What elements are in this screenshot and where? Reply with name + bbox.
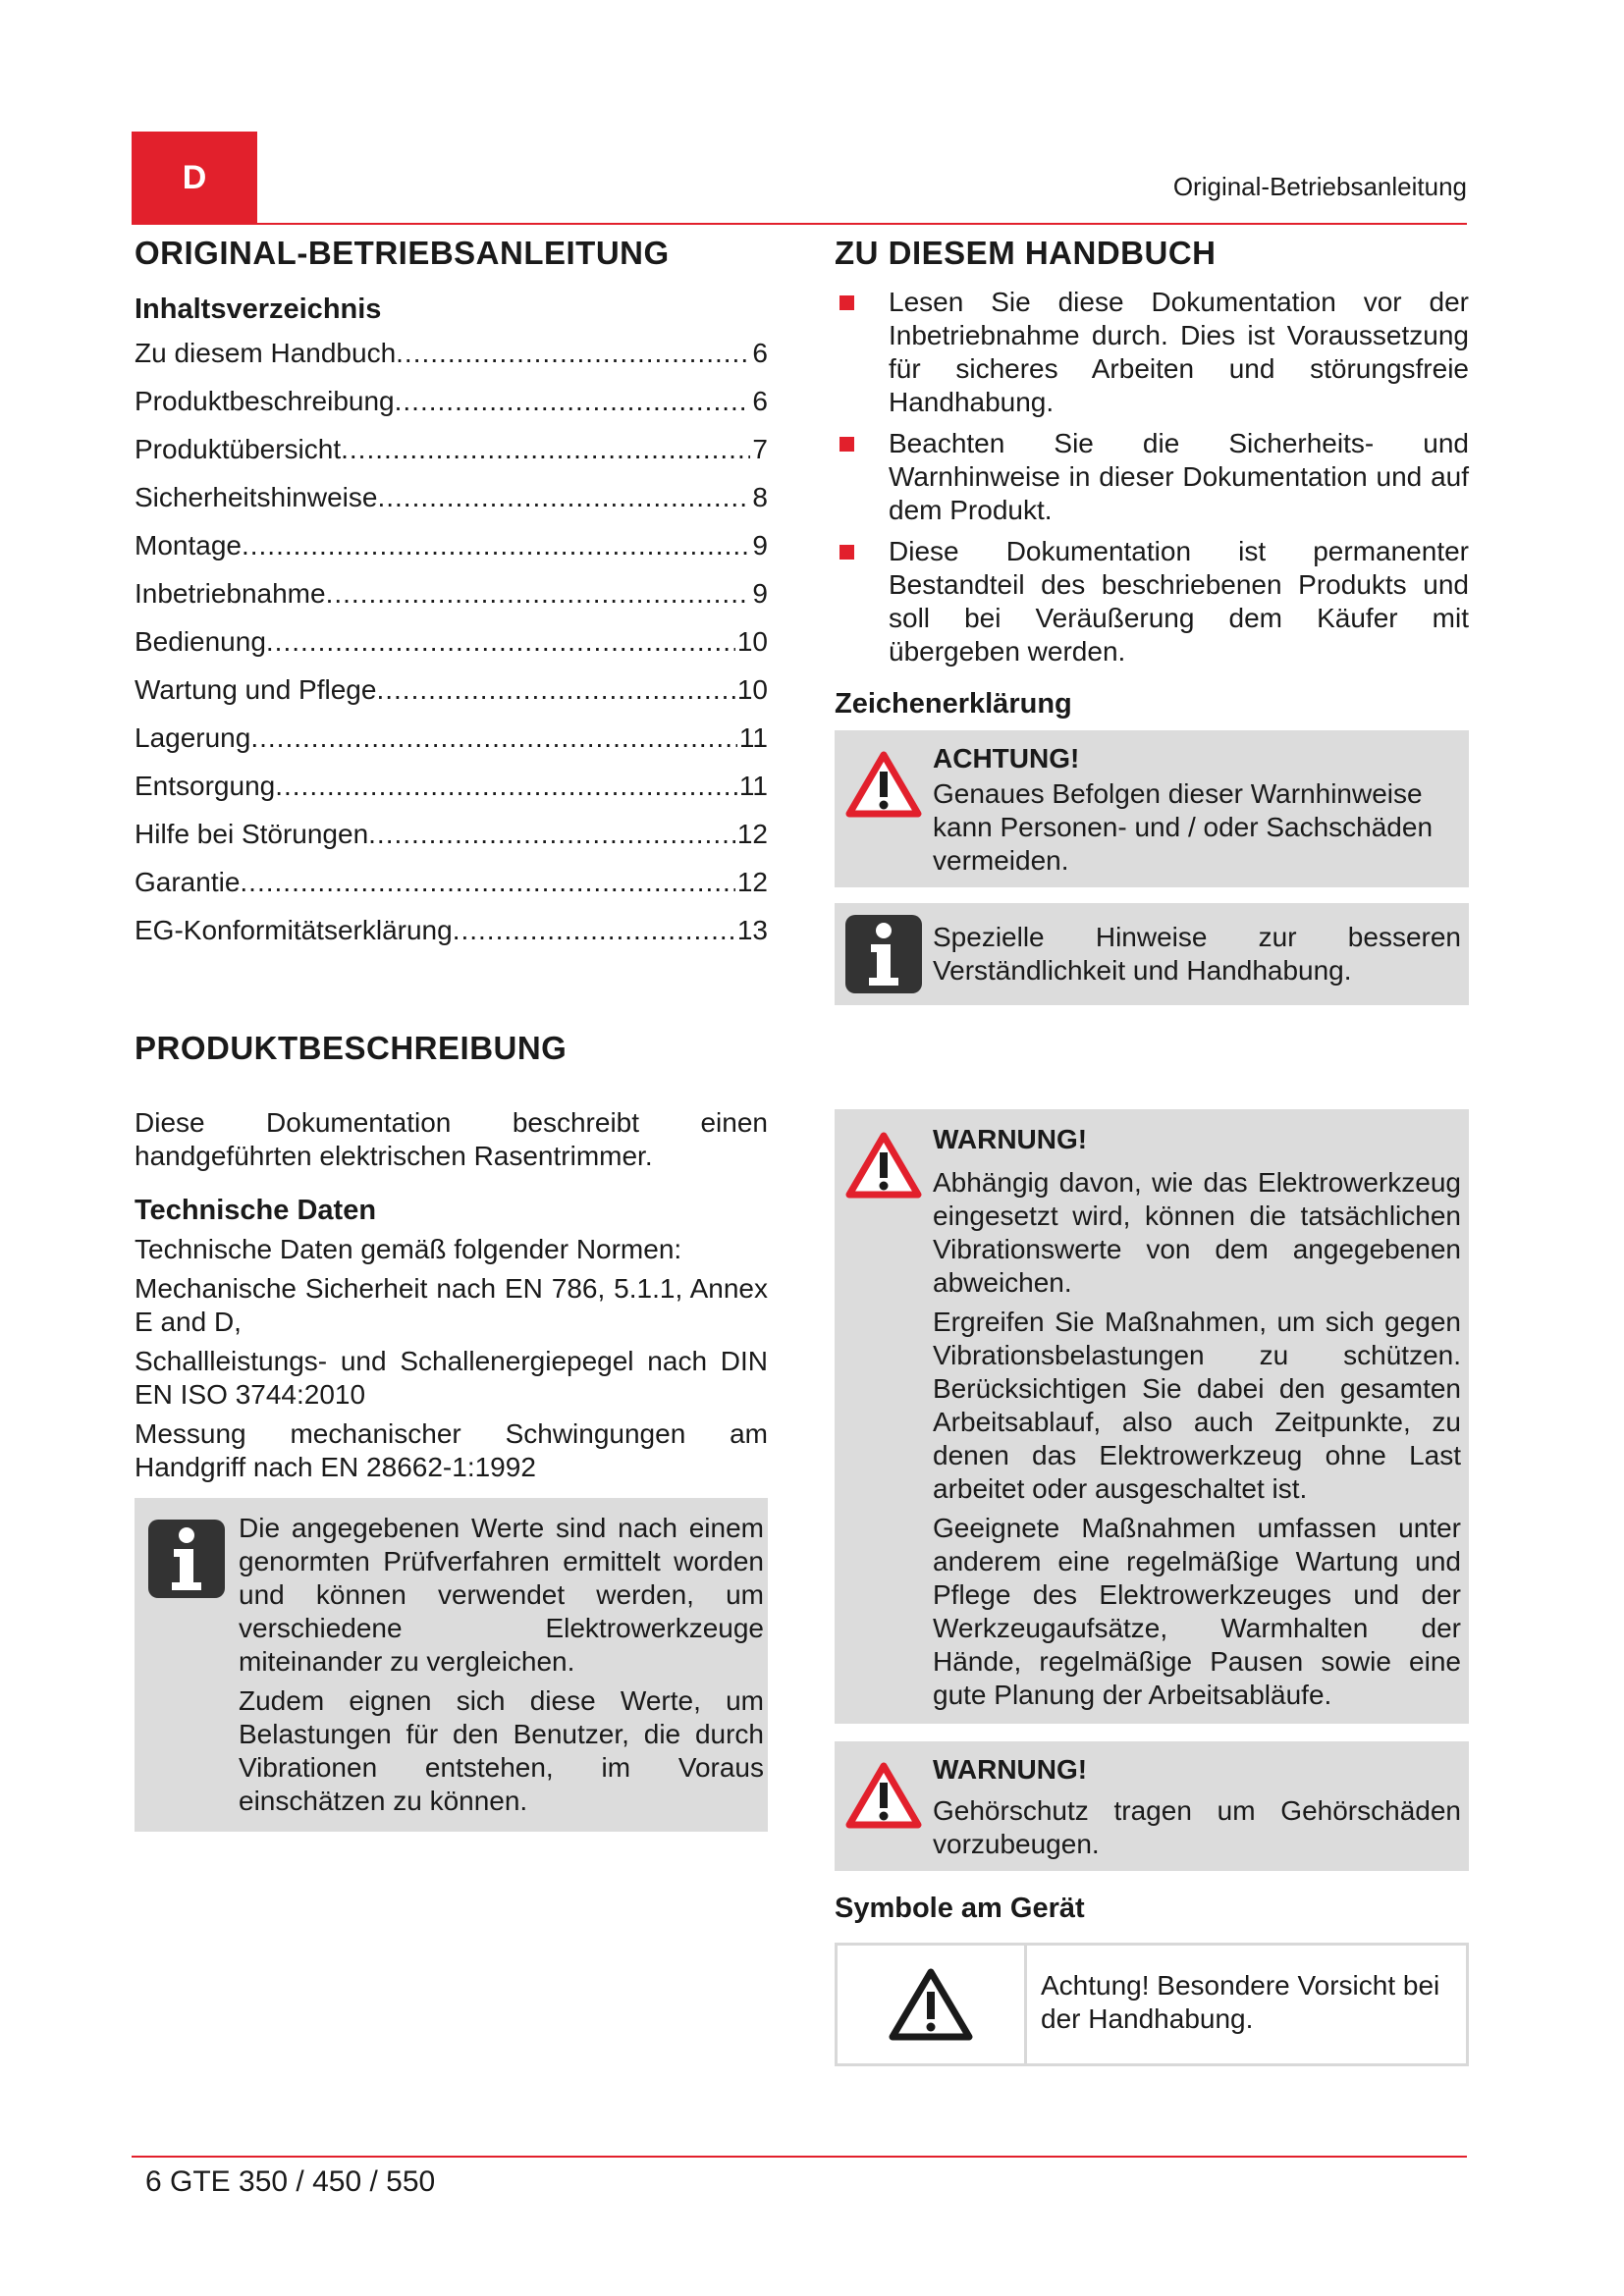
product-heading: PRODUKTBESCHREIBUNG [135,1030,568,1066]
toc-item[interactable]: Garantie ..... 12 [135,867,768,915]
warning-title: WARNUNG! [933,1754,1088,1785]
toc-item[interactable]: Montage ..... 9 [135,530,768,578]
bullet-item: Diese Dokumentation ist permanenter Bestandteil des beschriebenen Produkts und soll bei Veräußerung dem Käufer mit übergeben werden. [835,535,1469,668]
info-paragraph: Zudem eignen sich diese Werte, um Belastungen für den Benutzer, die durch Vibrationen entstehen, im Voraus einschätzen zu können. [239,1685,764,1816]
handbook-bullets [835,286,1469,668]
info-note-text: Spezielle Hinweise zur besseren Verständlichkeit und Handhabung. [933,922,1461,986]
toc-item[interactable]: Hilfe bei Störungen ..... 12 [135,819,768,867]
bullet-item: Lesen Sie diese Dokumentation vor der Inbetriebnahme durch. Dies ist Voraussetzung für sicheres Arbeiten und störungsfreie Handhabung. [835,286,1469,419]
warning-triangle-icon [838,1946,1027,2063]
main-heading: ORIGINAL-BETRIEBSANLEITUNG [135,235,670,271]
warning-triangle-icon [835,742,933,878]
toc-page: 9 [752,578,768,609]
toc-page: 13 [736,915,768,945]
tech-line: Messung mechanischer Schwingungen am Handgriff nach EN 28662-1:1992 [135,1418,768,1482]
caution-text: Genaues Befolgen dieser Warnhinweise kann Personen- und / oder Sachschäden vermeiden. [933,778,1434,876]
running-header-title: Original-Betriebsanleitung [1172,172,1467,201]
toc-page: 10 [736,626,768,657]
info-icon [135,1512,239,1818]
symbols-table [835,1943,1469,2066]
info-note-box [835,903,1469,1005]
info-box-values [135,1498,768,1832]
toc-page: 6 [752,338,768,368]
right-column [835,231,1469,2066]
tech-data-list [135,1233,768,1484]
caution-box [835,730,1469,887]
footer-divider [132,2156,1467,2158]
toc-item[interactable]: Wartung und Pflege ..... 10 [135,674,768,722]
symbols-heading: Symbole am Gerät [835,1893,1085,1924]
info-paragraph: Die angegebenen Werte sind nach einem genormten Prüfverfahren ermittelt worden und können verwendet werden, um verschiedene Elektrowerkzeuge miteinander zu vergleichen. [239,1513,764,1677]
toc-page: 10 [736,674,768,705]
toc-page: 7 [752,434,768,464]
toc-item[interactable]: Entsorgung ..... 11 [135,771,768,819]
warning-hearing-box [835,1741,1469,1871]
toc-page: 12 [736,819,768,849]
toc-page: 8 [752,482,768,512]
warning-triangle-icon [835,1123,933,1712]
toc-heading: Inhaltsverzeichnis [135,294,382,325]
warning-text: Gehörschutz tragen um Gehörschäden vorzubeugen. [933,1795,1461,1859]
warning-paragraph: Ergreifen Sie Maßnahmen, um sich gegen Vibrationsbelastungen zu schützen. Berücksichtigen Sie dabei den gesamten Arbeitsablauf, also auch Zeitpunkte, zu denen das Elektrowerkzeug ohne Last arbeitet oder ausgeschaltet ist. [933,1307,1461,1504]
toc-item[interactable]: Bedienung ..... 10 [135,626,768,674]
toc-item[interactable]: EG-Konformitätserklärung ..... 13 [135,915,768,963]
toc-page: 12 [736,867,768,897]
language-tab: D [132,132,257,224]
left-column [135,231,768,1832]
caution-title: ACHTUNG! [933,743,1080,774]
toc-item[interactable]: Produktbeschreibung ..... 6 [135,386,768,434]
header-divider [132,223,1467,225]
tech-line: Technische Daten gemäß folgender Normen: [135,1234,682,1264]
bullet-item: Beachten Sie die Sicherheits- und Warnhinweise in dieser Dokumentation und auf dem Produkt. [835,427,1469,527]
toc-page: 6 [752,386,768,416]
symbol-description: Achtung! Besondere Vorsicht bei der Handhabung. [1041,1970,1440,2034]
warning-paragraph: Geeignete Maßnahmen umfassen unter anderem eine regelmäßige Wartung und Pflege des Elektrowerkzeuges und der Werkzeugaufsätze, Warmhalten der Hände, regelmäßige Pausen sowie eine gute Planung der Arbeitsabläufe. [933,1513,1461,1710]
legend-heading: Zeichenerklärung [835,688,1072,720]
page-footer: 6 GTE 350 / 450 / 550 [145,2165,436,2198]
toc-page: 11 [738,771,768,801]
table-of-contents [135,338,768,963]
toc-page: 9 [752,530,768,561]
handbook-heading: ZU DIESEM HANDBUCH [835,235,1217,271]
tech-data-heading: Technische Daten [135,1195,377,1226]
toc-item[interactable]: Zu diesem Handbuch ..... 6 [135,338,768,386]
tech-line: Mechanische Sicherheit nach EN 786, 5.1.1, Annex E and D, [135,1273,768,1337]
warning-triangle-icon [835,1753,933,1861]
warning-paragraph: Abhängig davon, wie das Elektrowerkzeug eingesetzt wird, können die tatsächlichen Vibrationswerte von dem angegebenen abweichen. [933,1167,1461,1298]
toc-item[interactable]: Produktübersicht ..... 7 [135,434,768,482]
tech-line: Schallleistungs- und Schallenergiepegel nach DIN EN ISO 3744:2010 [135,1346,768,1410]
toc-item[interactable]: Sicherheitshinweise ..... 8 [135,482,768,530]
toc-item[interactable]: Inbetriebnahme ..... 9 [135,578,768,626]
warning-vibration-box [835,1109,1469,1724]
info-icon [835,915,933,993]
toc-item[interactable]: Lagerung ..... 11 [135,722,768,771]
product-description: Diese Dokumentation beschreibt einen handgeführten elektrischen Rasentrimmer. [135,1107,768,1171]
toc-page: 11 [738,722,768,753]
warning-title: WARNUNG! [933,1124,1088,1154]
